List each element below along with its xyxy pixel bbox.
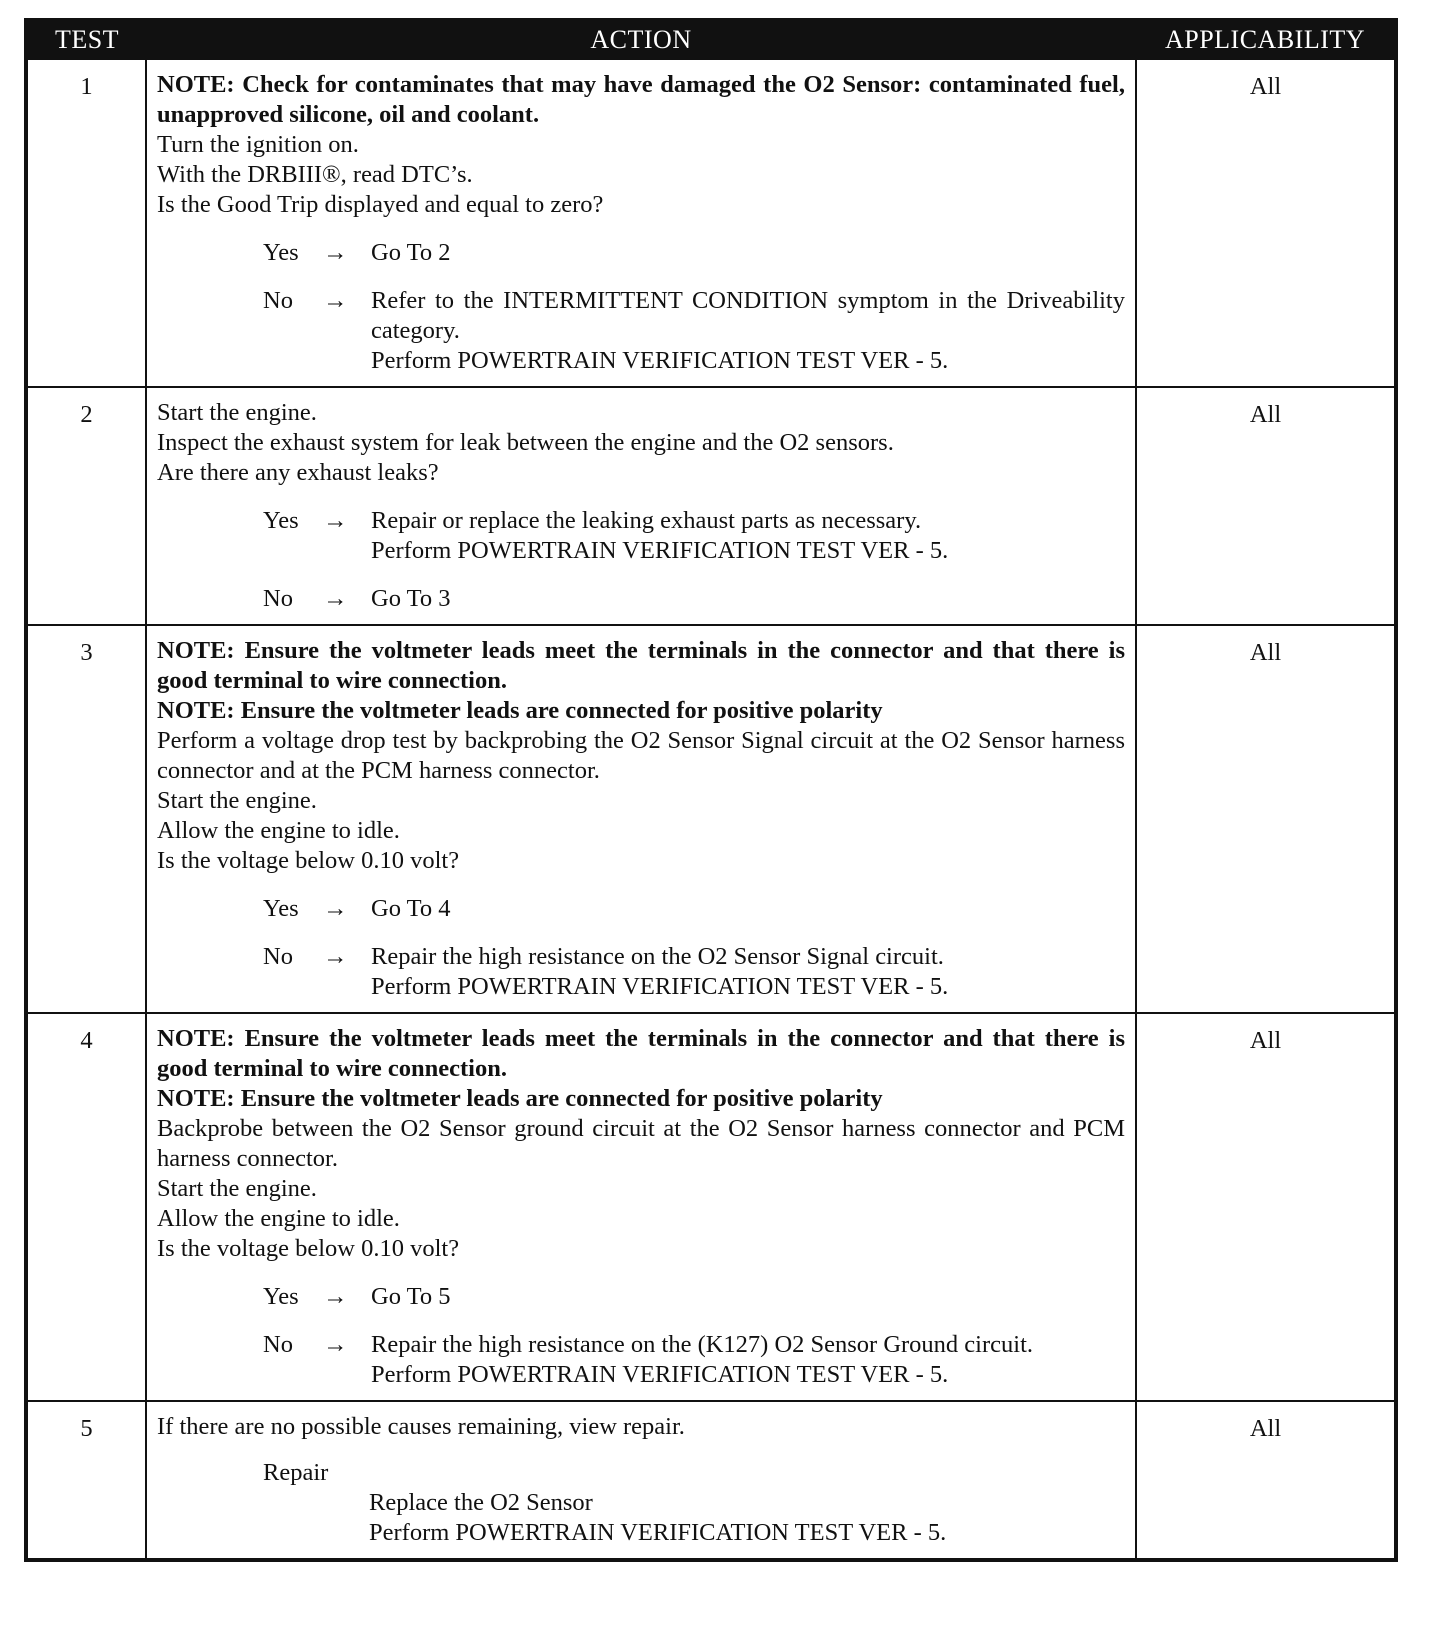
result-text: Perform POWERTRAIN VERIFICATION TEST VER - 5. <box>371 1361 949 1388</box>
applicability-cell: All <box>1136 1401 1396 1560</box>
right-arrow-icon: → <box>323 1331 348 1358</box>
yes-result <box>371 238 1125 268</box>
yes-result <box>371 1282 1125 1312</box>
no-result <box>371 1330 1125 1390</box>
applicability-cell: All <box>1136 387 1396 625</box>
no-outcome <box>157 942 1125 1002</box>
no-label: No <box>263 943 293 970</box>
action-cell <box>146 387 1136 625</box>
note-text: NOTE: Check for contaminates that may have damaged the O2 Sensor: contaminated fuel, unapproved silicone, oil and coolant. <box>157 71 1125 128</box>
right-arrow-icon: → <box>323 943 348 970</box>
instruction-text: Start the engine. <box>157 1175 317 1202</box>
yes-label: Yes <box>263 507 299 534</box>
result-text: Repair or replace the leaking exhaust parts as necessary. <box>371 507 922 534</box>
test-number: 2 <box>26 387 146 625</box>
result-text: Perform POWERTRAIN VERIFICATION TEST VER - 5. <box>371 537 949 564</box>
yes-outcome <box>157 1282 1125 1312</box>
action-cell <box>146 625 1136 1013</box>
applicability-cell: All <box>1136 59 1396 387</box>
yes-outcome <box>157 506 1125 566</box>
yes-result <box>371 894 1125 924</box>
repair-block <box>157 1458 1125 1548</box>
result-text: Repair the high resistance on the O2 Sensor Signal circuit. <box>371 943 944 970</box>
table-row <box>26 625 1396 1013</box>
instruction-text: Is the voltage below 0.10 volt? <box>157 847 460 874</box>
right-arrow-icon: → <box>323 585 348 612</box>
test-number: 3 <box>26 625 146 1013</box>
diagnostic-test-table <box>24 18 1398 1562</box>
table-row <box>26 1013 1396 1401</box>
instruction-text: Is the Good Trip displayed and equal to zero? <box>157 191 604 218</box>
action-cell <box>146 1401 1136 1560</box>
instruction-text: If there are no possible causes remaining, view repair. <box>157 1413 685 1440</box>
instruction-text: Turn the ignition on. <box>157 131 359 158</box>
no-outcome <box>157 286 1125 376</box>
yes-outcome <box>157 238 1125 268</box>
right-arrow-icon: → <box>323 1283 348 1310</box>
diagnostic-page <box>24 18 1394 1562</box>
no-label: No <box>263 585 293 612</box>
no-result <box>371 942 1125 1002</box>
no-label: No <box>263 1331 293 1358</box>
right-arrow-icon: → <box>323 239 348 266</box>
no-label: No <box>263 287 293 314</box>
repair-label: Repair <box>263 1459 329 1486</box>
no-result <box>371 286 1125 376</box>
instruction-text: With the DRBIII®, read DTC’s. <box>157 161 473 188</box>
instruction-text: Allow the engine to idle. <box>157 817 400 844</box>
repair-result <box>263 1488 1125 1548</box>
result-text: Go To 5 <box>371 1283 451 1310</box>
result-text: Perform POWERTRAIN VERIFICATION TEST VER - 5. <box>371 973 949 1000</box>
note-text: NOTE: Ensure the voltmeter leads are connected for positive polarity <box>157 697 883 724</box>
yes-label: Yes <box>263 239 299 266</box>
instruction-text: Is the voltage below 0.10 volt? <box>157 1235 460 1262</box>
result-text: Go To 2 <box>371 239 451 266</box>
action-cell <box>146 1013 1136 1401</box>
right-arrow-icon: → <box>323 287 348 314</box>
result-text: Refer to the INTERMITTENT CONDITION symptom in the Driveability category. <box>371 287 1125 344</box>
table-row <box>26 59 1396 387</box>
test-number: 4 <box>26 1013 146 1401</box>
yes-outcome <box>157 894 1125 924</box>
instruction-text: Backprobe between the O2 Sensor ground circuit at the O2 Sensor harness connector and PCM harness connector. <box>157 1115 1125 1172</box>
yes-label: Yes <box>263 895 299 922</box>
note-text: NOTE: Ensure the voltmeter leads meet the terminals in the connector and that there is good terminal to wire connection. <box>157 637 1125 694</box>
applicability-cell: All <box>1136 1013 1396 1401</box>
instruction-text: Perform a voltage drop test by backprobing the O2 Sensor Signal circuit at the O2 Sensor harness connector and at the PCM harness connector. <box>157 727 1125 784</box>
yes-result <box>371 506 1125 566</box>
note-text: NOTE: Ensure the voltmeter leads meet the terminals in the connector and that there is good terminal to wire connection. <box>157 1025 1125 1082</box>
header-applicability: APPLICABILITY <box>1136 20 1396 59</box>
table-header-row <box>26 20 1396 59</box>
result-text: Perform POWERTRAIN VERIFICATION TEST VER - 5. <box>369 1519 947 1546</box>
result-text: Replace the O2 Sensor <box>369 1489 593 1516</box>
result-text: Perform POWERTRAIN VERIFICATION TEST VER - 5. <box>371 347 949 374</box>
instruction-text: Inspect the exhaust system for leak between the engine and the O2 sensors. <box>157 429 894 456</box>
instruction-text: Start the engine. <box>157 399 317 426</box>
right-arrow-icon: → <box>323 507 348 534</box>
no-result <box>371 584 1125 614</box>
instruction-text: Allow the engine to idle. <box>157 1205 400 1232</box>
yes-label: Yes <box>263 1283 299 1310</box>
test-number: 5 <box>26 1401 146 1560</box>
header-test: TEST <box>26 20 146 59</box>
table-row <box>26 387 1396 625</box>
action-cell <box>146 59 1136 387</box>
table-body <box>26 59 1396 1560</box>
applicability-cell: All <box>1136 625 1396 1013</box>
no-outcome <box>157 584 1125 614</box>
no-outcome <box>157 1330 1125 1390</box>
table-row <box>26 1401 1396 1560</box>
result-text: Go To 4 <box>371 895 451 922</box>
test-number: 1 <box>26 59 146 387</box>
instruction-text: Start the engine. <box>157 787 317 814</box>
right-arrow-icon: → <box>323 895 348 922</box>
header-action: ACTION <box>146 20 1136 59</box>
result-text: Repair the high resistance on the (K127) O2 Sensor Ground circuit. <box>371 1331 1034 1358</box>
note-text: NOTE: Ensure the voltmeter leads are connected for positive polarity <box>157 1085 883 1112</box>
result-text: Go To 3 <box>371 585 451 612</box>
instruction-text: Are there any exhaust leaks? <box>157 459 439 486</box>
